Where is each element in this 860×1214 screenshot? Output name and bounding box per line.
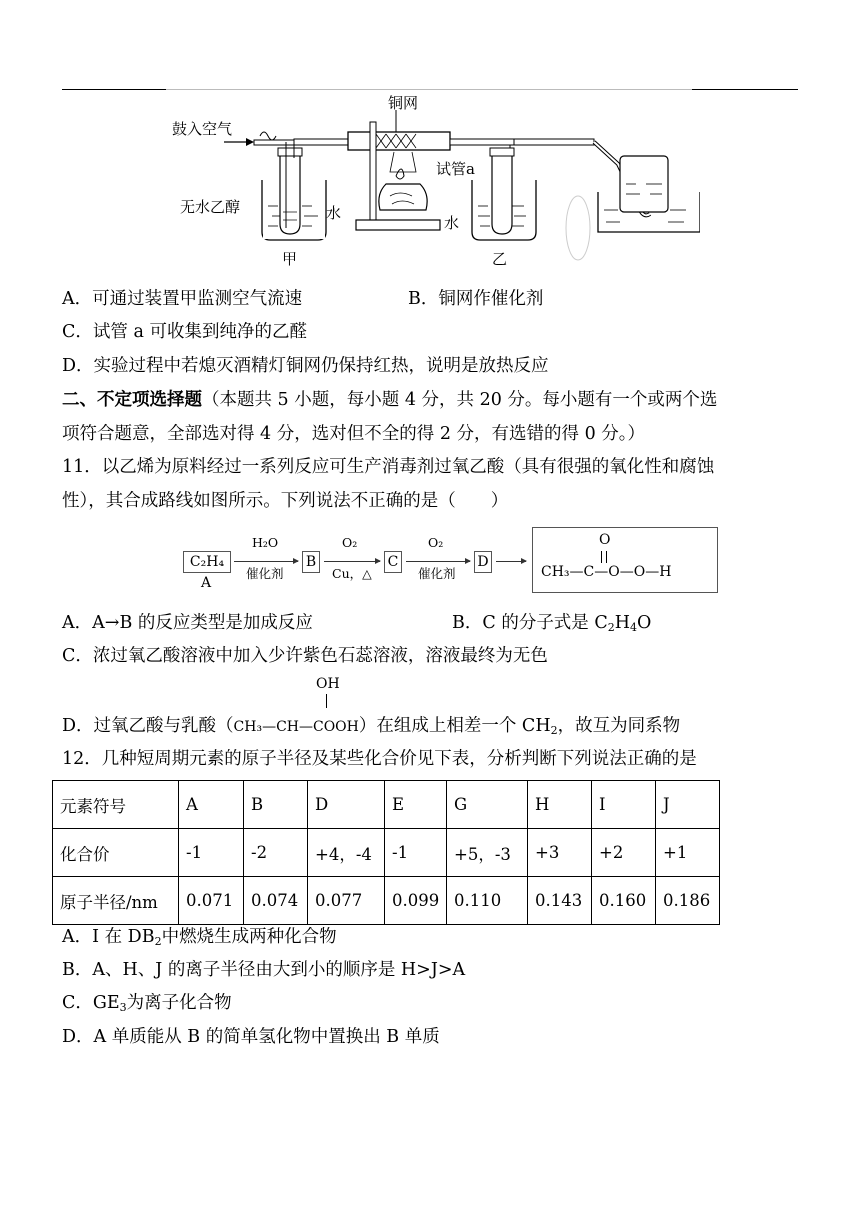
q11-option-c: C．浓过氧乙酸溶液中加入少许紫色石蕊溶液，溶液最终为无色 bbox=[62, 646, 548, 666]
scheme-arrow-2 bbox=[324, 561, 380, 562]
header-rule-right bbox=[692, 89, 798, 90]
table-cell: D bbox=[308, 781, 385, 829]
table-cell: +1 bbox=[656, 829, 720, 877]
lactic-acid-oh: OH bbox=[316, 676, 340, 692]
table-cell: B bbox=[244, 781, 308, 829]
table-row bbox=[53, 877, 720, 925]
product-double-bond bbox=[601, 551, 607, 563]
element-table bbox=[52, 780, 720, 925]
product-carbonyl-o: O bbox=[599, 532, 611, 548]
table-cell: G bbox=[447, 781, 528, 829]
table-cell: +2 bbox=[592, 829, 656, 877]
q11-option-d-end: ，故互为同系物 bbox=[557, 716, 681, 736]
q10-option-d: D．实验过程中若熄灭酒精灯铜网仍保持红热，说明是放热反应 bbox=[62, 356, 549, 376]
table-cell: A bbox=[179, 781, 244, 829]
table-cell: 0.110 bbox=[447, 877, 528, 925]
scheme-b-box: B bbox=[302, 551, 320, 573]
label-test-tube-a: 试管a bbox=[436, 160, 475, 178]
table-cell: 0.160 bbox=[592, 877, 656, 925]
label-water-right: 水 bbox=[444, 214, 460, 232]
table-cell: +4，-4 bbox=[308, 829, 385, 877]
table-row bbox=[53, 829, 720, 877]
table-cell: E bbox=[385, 781, 447, 829]
q10-option-b: B．铜网作催化剂 bbox=[408, 289, 544, 309]
q12-option-c-pre: C．GE bbox=[62, 993, 120, 1013]
q12-option-a-pre: A．I 在 DB bbox=[62, 927, 155, 947]
table-cell: I bbox=[592, 781, 656, 829]
section2-line1 bbox=[62, 388, 717, 412]
q12-stem: 12．几种短周期元素的原子半径及某些化合价见下表，分析判断下列说法正确的是 bbox=[62, 749, 697, 769]
table-row bbox=[53, 781, 720, 829]
scheme-start-label: A bbox=[201, 575, 212, 591]
table-cell: 0.186 bbox=[656, 877, 720, 925]
q11-option-d-post: ）在组成上相差一个 CH bbox=[358, 716, 551, 736]
table-cell: +3 bbox=[528, 829, 592, 877]
table-cell: -1 bbox=[385, 829, 447, 877]
q12-option-b: B．A、H、J 的离子半径由大到小的顺序是 H>J>A bbox=[62, 960, 466, 980]
apparatus-drawing bbox=[180, 92, 700, 272]
q12-option-c-post: 为离子化合物 bbox=[126, 993, 232, 1013]
scheme-condition-1: 催化剂 bbox=[246, 566, 284, 581]
scheme-start-box: C₂H₄ bbox=[183, 551, 231, 573]
lactic-acid-bond bbox=[326, 694, 327, 708]
q11-option-d: D．过氧乙酸与乳酸（CH₃—CH—COOH）在组成上相差一个 $CH_2$，故互为同系物 bbox=[62, 716, 681, 737]
table-cell: 化合价 bbox=[53, 829, 179, 877]
q11-stem-line1: 11．以乙烯为原料经过一系列反应可生产消毒剂过氧乙酸（具有很强的氧化性和腐蚀 bbox=[62, 457, 715, 477]
scheme-condition-3: 催化剂 bbox=[418, 566, 456, 581]
scheme-product-box bbox=[532, 527, 718, 593]
table-cell: 元素符号 bbox=[53, 781, 179, 829]
synthesis-route bbox=[180, 527, 720, 597]
scheme-reagent-2: O₂ bbox=[342, 535, 358, 550]
table-cell: 0.074 bbox=[244, 877, 308, 925]
scheme-d-box: D bbox=[474, 551, 492, 573]
section2-desc1: （本题共 5 小题，每小题 4 分，共 20 分。每小题有一个或两个选 bbox=[202, 390, 718, 410]
label-copper-mesh: 铜网 bbox=[388, 94, 419, 112]
scheme-arrow-4 bbox=[496, 561, 526, 562]
apparatus-diagram bbox=[172, 92, 700, 272]
q10-option-c: C．试管 a 可收集到纯净的乙醛 bbox=[62, 322, 307, 342]
q12-option-c: C．$GE_3$为离子化合物 bbox=[62, 993, 232, 1014]
label-yi: 乙 bbox=[492, 250, 508, 268]
header-rule-left bbox=[62, 89, 166, 90]
scheme-reagent-3: O₂ bbox=[428, 535, 444, 550]
table-cell: +5，-3 bbox=[447, 829, 528, 877]
product-formula: CH₃—C—O—O—H bbox=[541, 564, 672, 580]
scheme-arrow-1 bbox=[234, 561, 298, 562]
table-cell: -2 bbox=[244, 829, 308, 877]
table-cell: 0.077 bbox=[308, 877, 385, 925]
q12-option-d: D．A 单质能从 B 的简单氢化物中置换出 B 单质 bbox=[62, 1027, 440, 1047]
table-cell: J bbox=[656, 781, 720, 829]
q11-option-b-text: B．C 的分子式是 C bbox=[452, 613, 608, 633]
scheme-arrow-3 bbox=[406, 561, 470, 562]
q11-option-b: B．C 的分子式是 $C_2H_4O$ bbox=[452, 613, 652, 634]
scheme-reagent-1: H₂O bbox=[252, 535, 279, 550]
section2-heading: 二、不定项选择题 bbox=[62, 390, 202, 410]
table-cell: 0.143 bbox=[528, 877, 592, 925]
q11-stem-line2: 性），其合成路线如图所示。下列说法不正确的是（ ） bbox=[62, 491, 509, 511]
q11-option-a: A．A→B 的反应类型是加成反应 bbox=[62, 613, 313, 633]
label-anhydrous-ethanol: 无水乙醇 bbox=[180, 198, 241, 216]
table-cell: -1 bbox=[179, 829, 244, 877]
q10-option-a: A．可通过装置甲监测空气流速 bbox=[62, 289, 303, 309]
q11-option-d-pre: D．过氧乙酸与乳酸（ bbox=[62, 716, 234, 736]
header-rule-middle bbox=[166, 89, 692, 90]
table-cell: 0.099 bbox=[385, 877, 447, 925]
label-jia: 甲 bbox=[282, 250, 298, 268]
label-air: 鼓入空气 bbox=[172, 120, 233, 138]
table-cell: H bbox=[528, 781, 592, 829]
q12-option-a: A．I 在 $DB_2$中燃烧生成两种化合物 bbox=[62, 927, 337, 948]
scheme-condition-2: Cu，△ bbox=[332, 566, 372, 581]
table-cell: 原子半径/nm bbox=[53, 877, 179, 925]
table-cell: 0.071 bbox=[179, 877, 244, 925]
scheme-c-box: C bbox=[384, 551, 402, 573]
lactic-acid-formula: CH₃—CH—COOH bbox=[233, 719, 359, 735]
label-water-left: 水 bbox=[326, 204, 342, 222]
section2-desc2: 项符合题意，全部选对得 4 分，选对但不全的得 2 分，有选错的得 0 分。） bbox=[62, 424, 646, 444]
q12-option-a-post: 中燃烧生成两种化合物 bbox=[161, 927, 337, 947]
